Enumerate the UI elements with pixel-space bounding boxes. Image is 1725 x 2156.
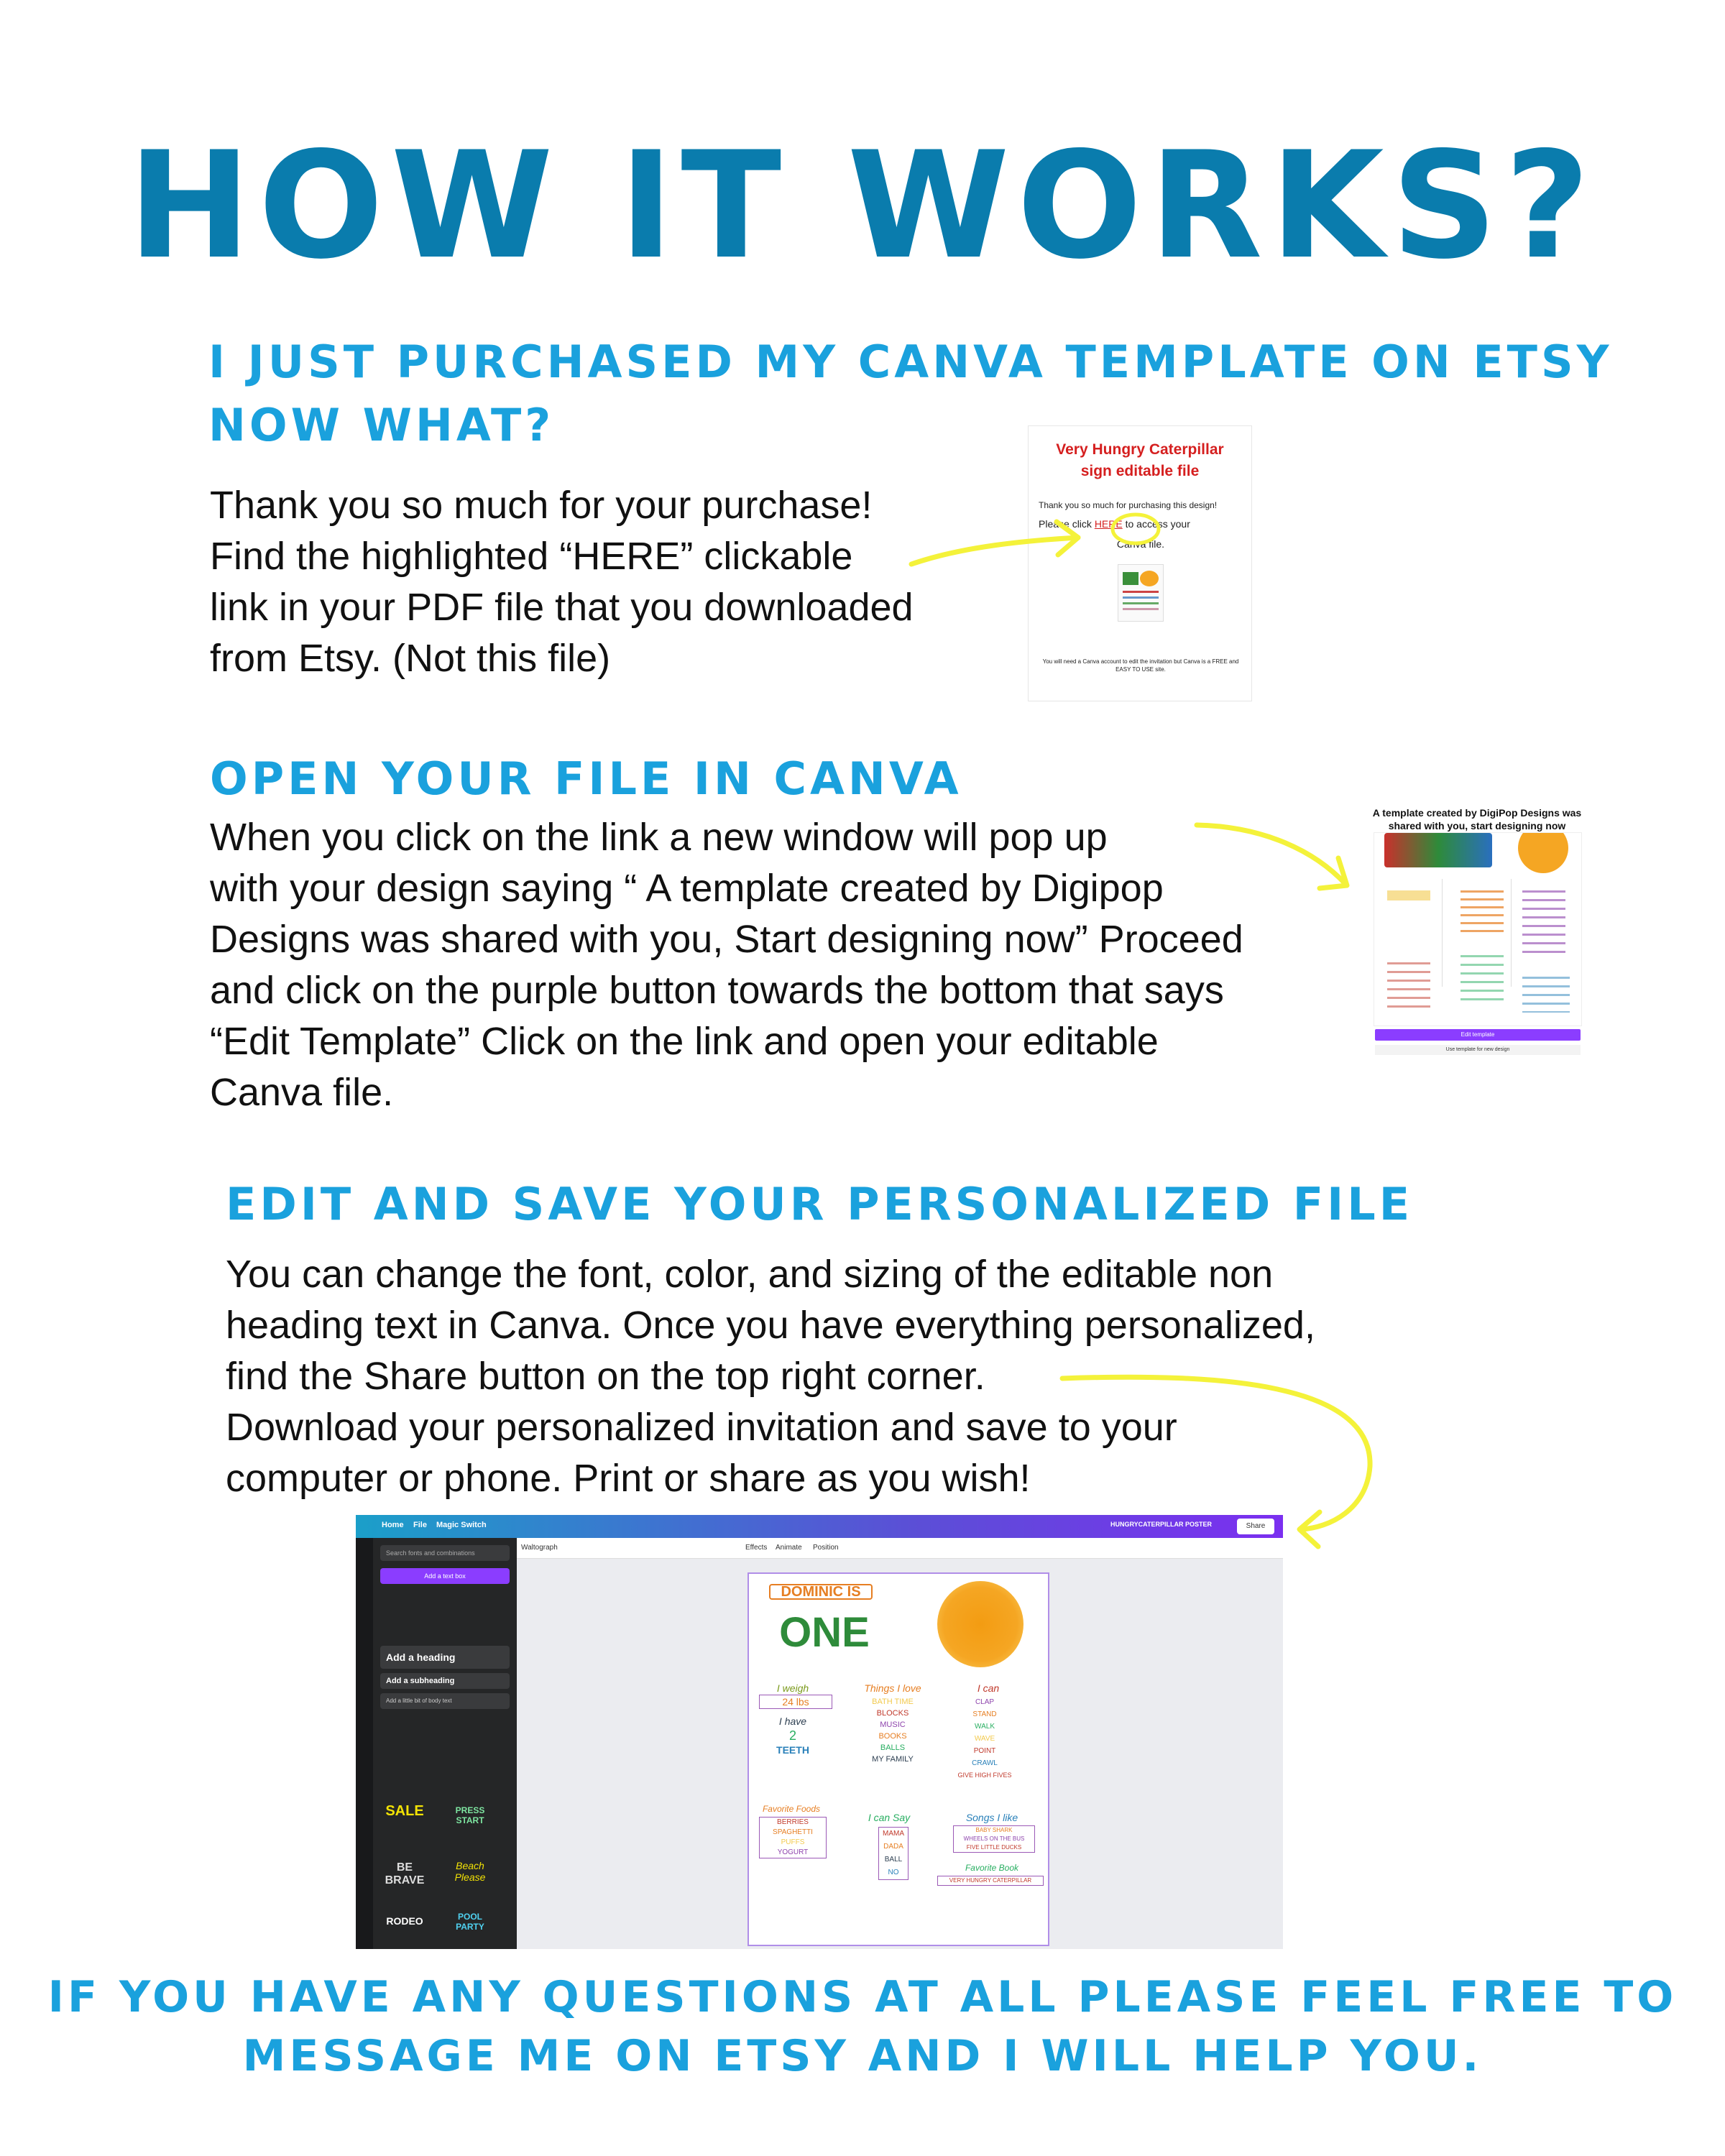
can-item[interactable]: CLAP	[975, 1698, 995, 1706]
things-item[interactable]: BATH TIME	[872, 1697, 914, 1706]
editor-top-bar	[356, 1515, 1283, 1538]
sun-icon	[1518, 832, 1568, 873]
song-item[interactable]: FIVE LITTLE DUCKS	[966, 1844, 1022, 1851]
page-title: HOW IT WORKS?	[127, 121, 1598, 292]
editor-side-nav	[356, 1538, 373, 1949]
edit-template-button[interactable]: Edit template	[1375, 1029, 1581, 1041]
canva-share-preview	[1369, 806, 1585, 1065]
use-template-link[interactable]: Use template for new design	[1375, 1045, 1581, 1055]
say-label: I can Say	[868, 1812, 911, 1823]
section2-body: When you click on the link a new window will pop up with your design saying “ A template created by Digipop Designs was shared with you, Start designing now” Proceed and click on the purple button towards the bottom that says “Edit Template” Click on the link and open your editable Canva file.	[210, 816, 1243, 1114]
highlight-circle-icon	[1110, 512, 1161, 545]
editor-home-button[interactable]: Home	[382, 1521, 404, 1529]
weigh-value[interactable]: 24 lbs	[759, 1695, 832, 1709]
animate-button[interactable]: Animate	[776, 1544, 802, 1552]
things-item[interactable]: BLOCKS	[876, 1709, 909, 1718]
footer-message	[0, 1968, 1725, 2086]
section2-heading: OPEN YOUR FILE IN CANVA	[210, 752, 962, 805]
poster-canvas[interactable]	[748, 1572, 1049, 1946]
can-item[interactable]: WALK	[975, 1723, 995, 1731]
editor-magic-switch[interactable]: Magic Switch	[436, 1521, 487, 1529]
pdf-preview-line2-post: to access your	[1122, 518, 1190, 530]
combo-be-brave[interactable]: BE BRAVE	[385, 1861, 425, 1886]
food-item[interactable]: BERRIES	[777, 1818, 809, 1826]
pdf-preview-line2-pre: Please click	[1039, 518, 1095, 530]
songs-list	[953, 1825, 1035, 1853]
add-body-button[interactable]: Add a little bit of body text	[380, 1693, 510, 1709]
editor-doc-name: HUNGRYCATERPILLAR POSTER	[1110, 1521, 1213, 1528]
pdf-preview-title	[1029, 439, 1251, 482]
say-item[interactable]: MAMA	[883, 1830, 904, 1838]
things-list	[850, 1696, 936, 1765]
add-textbox-button[interactable]: Add a text box	[380, 1568, 510, 1584]
can-item[interactable]: GIVE HIGH FIVES	[957, 1772, 1012, 1779]
pdf-preview-line1: Thank you so much for purchasing this design!	[1039, 500, 1218, 510]
things-label: Things I love	[864, 1682, 921, 1694]
pdf-preview-footer: You will need a Canva account to edit the invitation but Canva is a FREE and EASY TO USE site.	[1042, 658, 1239, 673]
book-value[interactable]: VERY HUNGRY CATERPILLAR	[937, 1876, 1044, 1886]
arrow-3-head-icon	[1300, 1512, 1320, 1547]
canva-editor-screenshot	[356, 1515, 1283, 1949]
poster-name[interactable]: DOMINIC IS	[769, 1584, 873, 1600]
say-item[interactable]: DADA	[883, 1843, 903, 1851]
can-label: I can	[977, 1682, 1000, 1694]
can-item[interactable]: POINT	[973, 1747, 996, 1755]
things-item[interactable]: MUSIC	[880, 1720, 906, 1729]
section1-heading-line1: I JUST PURCHASED MY CANVA TEMPLATE ON ETSY	[208, 336, 1613, 388]
share-caption: A template created by DigiPop Designs was shared with you, start designing now	[1372, 807, 1582, 831]
effects-button[interactable]: Effects	[745, 1544, 768, 1552]
footer-line2: MESSAGE ME ON ETSY AND I WILL HELP YOU.	[242, 2031, 1483, 2081]
songs-label: Songs I like	[965, 1812, 1018, 1823]
position-button[interactable]: Position	[813, 1544, 839, 1552]
teeth-number[interactable]: 2	[788, 1728, 796, 1743]
add-heading-button[interactable]: Add a heading	[380, 1646, 510, 1669]
section1-heading	[208, 331, 1613, 457]
have-label: I have	[778, 1715, 807, 1727]
section3-body: You can change the font, color, and sizing of the editable non heading text in Canva. Once you have everything personalized, find the Share button on the top right corner. Download your personalized invitation and save to your computer or phone. Print or share as you wish!	[226, 1253, 1315, 1500]
section3-heading: EDIT AND SAVE YOUR PERSONALIZED FILE	[226, 1178, 1414, 1230]
song-item[interactable]: WHEELS ON THE BUS	[963, 1835, 1025, 1842]
combo-pool-party[interactable]: POOL PARTY	[456, 1912, 484, 1932]
can-list	[949, 1696, 1035, 1782]
foods-label: Favorite Foods	[762, 1804, 821, 1814]
footer-line1: IF YOU HAVE ANY QUESTIONS AT ALL PLEASE FEEL FREE TO	[47, 1972, 1678, 2022]
editor-text-panel	[373, 1538, 517, 1949]
things-item[interactable]: MY FAMILY	[872, 1755, 914, 1764]
say-list	[878, 1827, 908, 1880]
add-subheading-button[interactable]: Add a subheading	[380, 1673, 510, 1689]
section1-heading-line2: NOW WHAT?	[208, 399, 555, 451]
pdf-preview-title-line1: Very Hungry Caterpillar	[1056, 441, 1224, 458]
book-label: Favorite Book	[965, 1863, 1019, 1873]
combo-sale[interactable]: SALE	[385, 1803, 424, 1819]
say-item[interactable]: BALL	[884, 1856, 903, 1864]
share-preview-poster	[1374, 832, 1582, 1026]
song-item[interactable]: BABY SHARK	[975, 1827, 1013, 1833]
combo-beach-please[interactable]: Beach Please	[454, 1860, 486, 1883]
arrow-2-head-icon	[1320, 858, 1347, 888]
pdf-preview-title-line2: sign editable file	[1080, 463, 1200, 479]
can-item[interactable]: STAND	[972, 1710, 997, 1718]
teeth-label[interactable]: TEETH	[776, 1744, 809, 1756]
things-item[interactable]: BOOKS	[878, 1732, 907, 1741]
foods-list	[759, 1817, 827, 1858]
things-item[interactable]: BALLS	[880, 1743, 906, 1752]
section1-body: Thank you so much for your purchase! Find the highlighted “HERE” clickable link in your PDF file that you downloaded from Etsy. (Not this file)	[210, 484, 914, 680]
pdf-preview-line3: Canva file.	[1116, 538, 1165, 550]
combo-press-start[interactable]: PRESS START	[455, 1805, 485, 1825]
one-word-art	[1384, 833, 1492, 867]
combo-rodeo[interactable]: RODEO	[386, 1915, 423, 1927]
here-link[interactable]: HERE	[1094, 518, 1123, 530]
font-select[interactable]: Waltograph	[521, 1544, 558, 1552]
food-item[interactable]: YOGURT	[777, 1848, 809, 1856]
can-item[interactable]: CRAWL	[972, 1759, 998, 1767]
mini-poster-image	[1118, 564, 1164, 622]
can-item[interactable]: WAVE	[974, 1735, 995, 1743]
food-item[interactable]: PUFFS	[781, 1838, 805, 1846]
poster-one[interactable]: ONE	[779, 1609, 870, 1656]
say-item[interactable]: NO	[888, 1869, 899, 1876]
editor-share-button[interactable]: Share	[1237, 1519, 1274, 1534]
sun-icon	[937, 1581, 1024, 1667]
pdf-preview-thumbnail	[1028, 425, 1252, 701]
weigh-label: I weigh	[776, 1682, 809, 1694]
font-search-input[interactable]: Search fonts and combinations	[380, 1545, 510, 1561]
editor-file-menu[interactable]: File	[413, 1521, 427, 1529]
editor-toolbar	[517, 1538, 1283, 1559]
food-item[interactable]: SPAGHETTI	[773, 1828, 813, 1836]
